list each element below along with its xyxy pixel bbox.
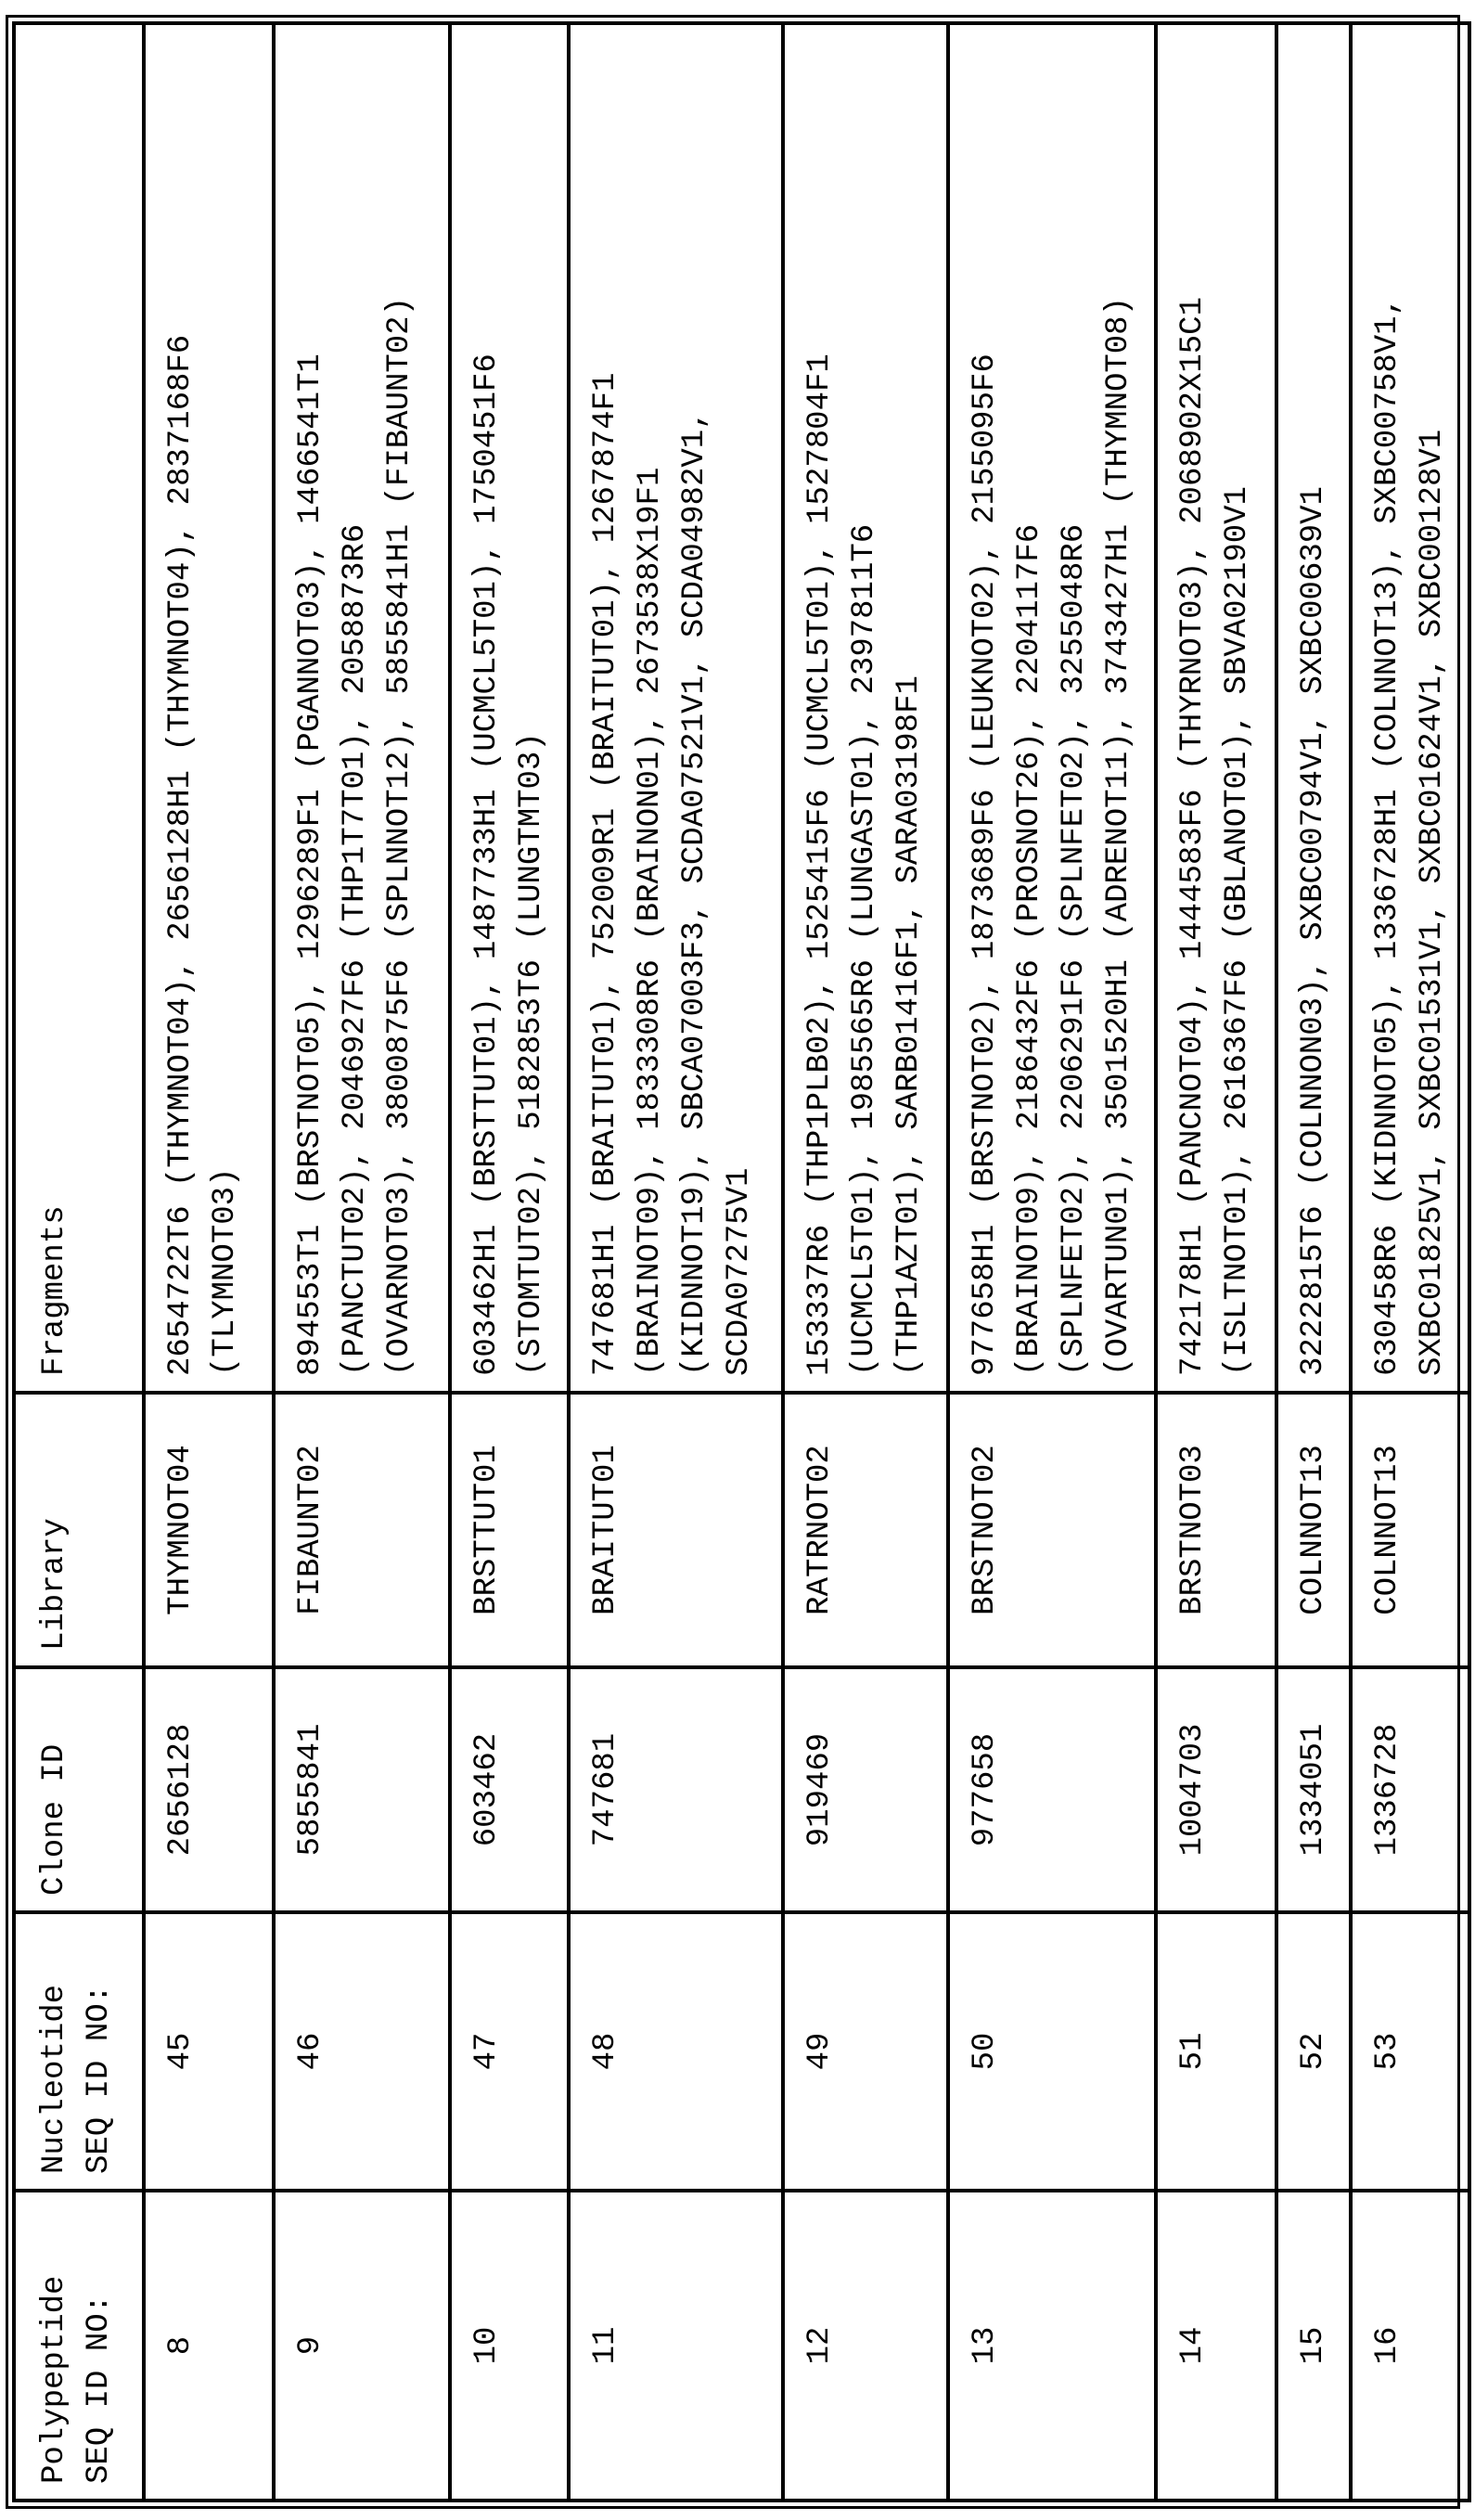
fragments-line: (ISLTNOT01), 2616367F6 (GBLANOT01), SBVA02190V1 bbox=[1215, 40, 1260, 1376]
table-row bbox=[274, 23, 450, 2501]
polypeptide-seq-id-cell: 10 bbox=[450, 2191, 569, 2501]
polypeptide-seq-id-cell: 12 bbox=[783, 2191, 948, 2501]
fragments-cell bbox=[144, 23, 274, 1393]
table-row bbox=[569, 23, 783, 2501]
fragments-line: 153337R6 (THP1PLB02), 1525415F6 (UCMCL5T01), 1527804F1 bbox=[798, 40, 842, 1376]
table-row bbox=[1156, 23, 1276, 2501]
fragments-line: (OVARNOT03), 3800875F6 (SPLNNOT12), 5855841H1 (FIBAUNT02) bbox=[378, 40, 422, 1376]
rotated-page bbox=[0, 0, 1475, 2520]
header-row bbox=[14, 23, 144, 2501]
fragments-cell bbox=[274, 23, 450, 1393]
fragments-line: (UCMCL5T01), 1985565R6 (LUNGAST01), 2397811T6 bbox=[842, 40, 887, 1376]
fragments-line: 894553T1 (BRSTNOT05), 1296289F1 (PGANNOT03), 1466541T1 bbox=[289, 40, 333, 1376]
fragments-line: 3222815T6 (COLNNON03), SXBC00794V1, SXBC00639V1 bbox=[1291, 40, 1336, 1376]
fragments-cell bbox=[569, 23, 783, 1393]
fragments-line: 603462H1 (BRSTTUT01), 1487733H1 (UCMCL5T01), 1750451F6 bbox=[465, 40, 509, 1376]
table-row bbox=[144, 23, 274, 2501]
fragments-line: SXBC01825V1, SXBC01531V1, SXBC01624V1, SXBC00128V1 bbox=[1410, 40, 1455, 1376]
nucleotide-seq-id-cell: 50 bbox=[948, 1912, 1156, 2191]
fragments-cell bbox=[450, 23, 569, 1393]
library-cell: FIBAUNT02 bbox=[274, 1393, 450, 1667]
fragments-cell bbox=[948, 23, 1156, 1393]
table-frame bbox=[6, 15, 1460, 2509]
nucleotide-seq-id-cell: 47 bbox=[450, 1912, 569, 2191]
clone-id-cell: 1336728 bbox=[1351, 1667, 1469, 1912]
fragments-line: 747681H1 (BRAITUT01), 752009R1 (BRAITUT01), 1267874F1 bbox=[584, 40, 628, 1376]
clone-id-cell: 5855841 bbox=[274, 1667, 450, 1912]
nucleotide-seq-id-cell: 52 bbox=[1276, 1912, 1351, 2191]
fragments-line: (SPLNFET02), 2206291F6 (SPLNFET02), 3255048R6 bbox=[1052, 40, 1097, 1376]
fragments-line: (BRAINOT09), 2186432F6 (PROSNOT26), 2204117F6 bbox=[1007, 40, 1052, 1376]
table-body bbox=[144, 23, 1469, 2501]
nucleotide-seq-id-cell: 51 bbox=[1156, 1912, 1276, 2191]
fragments-line: (OVARTUN01), 3501520H1 (ADRENOT11), 3743427H1 (THYMNOT08) bbox=[1097, 40, 1141, 1376]
table-row bbox=[1351, 23, 1469, 2501]
polypeptide-seq-id-cell: 13 bbox=[948, 2191, 1156, 2501]
clone-id-cell: 747681 bbox=[569, 1667, 783, 1912]
library-cell: COLNNOT13 bbox=[1351, 1393, 1469, 1667]
library-cell: THYMNOT04 bbox=[144, 1393, 274, 1667]
nucleotide-seq-id-cell: 53 bbox=[1351, 1912, 1469, 2191]
header-line: Fragments bbox=[32, 40, 77, 1376]
library-cell: BRSTTUT01 bbox=[450, 1393, 569, 1667]
header-line: Library bbox=[32, 1409, 77, 1651]
fragments-line: 630458R6 (KIDNNOT05), 1336728H1 (COLNNOT13), SXBC00758V1, bbox=[1366, 40, 1410, 1376]
clone-id-cell: 1334051 bbox=[1276, 1667, 1351, 1912]
table-row bbox=[783, 23, 948, 2501]
fragments-cell bbox=[1276, 23, 1351, 1393]
header-line: SEQ ID NO: bbox=[77, 2207, 122, 2484]
header-line: Clone ID bbox=[32, 1684, 77, 1896]
header-clone-id bbox=[14, 1667, 144, 1912]
library-cell: BRAITUT01 bbox=[569, 1393, 783, 1667]
table-row bbox=[450, 23, 569, 2501]
table-row bbox=[948, 23, 1156, 2501]
header-line: Nucleotide bbox=[32, 1929, 77, 2174]
clone-id-cell: 977658 bbox=[948, 1667, 1156, 1912]
table-row bbox=[1276, 23, 1351, 2501]
header-line: SEQ ID NO: bbox=[77, 1929, 122, 2174]
polypeptide-seq-id-cell: 14 bbox=[1156, 2191, 1276, 2501]
fragments-cell bbox=[1156, 23, 1276, 1393]
library-cell: BRSTNOT02 bbox=[948, 1393, 1156, 1667]
header-nucleotide bbox=[14, 1912, 144, 2191]
fragments-line: (TLYMNOT03) bbox=[203, 40, 248, 1376]
clone-id-cell: 919469 bbox=[783, 1667, 948, 1912]
fragments-line: (BRAINOT09), 1833308R6 (BRAINON01), 2673538X19F1 bbox=[628, 40, 673, 1376]
header-fragments bbox=[14, 23, 144, 1393]
nucleotide-seq-id-cell: 48 bbox=[569, 1912, 783, 2191]
nucleotide-seq-id-cell: 45 bbox=[144, 1912, 274, 2191]
clone-id-cell: 603462 bbox=[450, 1667, 569, 1912]
fragments-line: 977658H1 (BRSTNOT02), 1873689F6 (LEUKNOT02), 2155095F6 bbox=[963, 40, 1007, 1376]
polypeptide-seq-id-cell: 9 bbox=[274, 2191, 450, 2501]
fragments-line: 2654722T6 (THYMNOT04), 2656128H1 (THYMNOT04), 2837168F6 bbox=[159, 40, 203, 1376]
fragments-line: SCDA07275V1 bbox=[717, 40, 762, 1376]
header-library bbox=[14, 1393, 144, 1667]
fragments-line: (KIDNNOT19), SBCA07003F3, SCDA07521V1, SCDA04982V1, bbox=[673, 40, 717, 1376]
polypeptide-seq-id-cell: 16 bbox=[1351, 2191, 1469, 2501]
library-cell: BRSTNOT03 bbox=[1156, 1393, 1276, 1667]
polypeptide-seq-id-cell: 15 bbox=[1276, 2191, 1351, 2501]
sequence-table bbox=[12, 21, 1471, 2502]
clone-id-cell: 2656128 bbox=[144, 1667, 274, 1912]
nucleotide-seq-id-cell: 46 bbox=[274, 1912, 450, 2191]
library-cell: COLNNOT13 bbox=[1276, 1393, 1351, 1667]
header-polypeptide bbox=[14, 2191, 144, 2501]
fragments-line: (THP1AZT01), SARB01416F1, SARA03198F1 bbox=[887, 40, 931, 1376]
fragments-cell bbox=[783, 23, 948, 1393]
clone-id-cell: 1004703 bbox=[1156, 1667, 1276, 1912]
polypeptide-seq-id-cell: 11 bbox=[569, 2191, 783, 2501]
library-cell: RATRNOT02 bbox=[783, 1393, 948, 1667]
fragments-line: (PANCTUT02), 2046927F6 (THP1T7T01), 2058873R6 bbox=[333, 40, 378, 1376]
fragments-line: 742178H1 (PANCNOT04), 1444583F6 (THYRNOT03), 2068902X15C1 bbox=[1171, 40, 1215, 1376]
nucleotide-seq-id-cell: 49 bbox=[783, 1912, 948, 2191]
fragments-line: (STOMTUT02), 5182853T6 (LUNGTMT03) bbox=[509, 40, 554, 1376]
fragments-cell bbox=[1351, 23, 1469, 1393]
header-line: Polypeptide bbox=[32, 2207, 77, 2484]
polypeptide-seq-id-cell: 8 bbox=[144, 2191, 274, 2501]
